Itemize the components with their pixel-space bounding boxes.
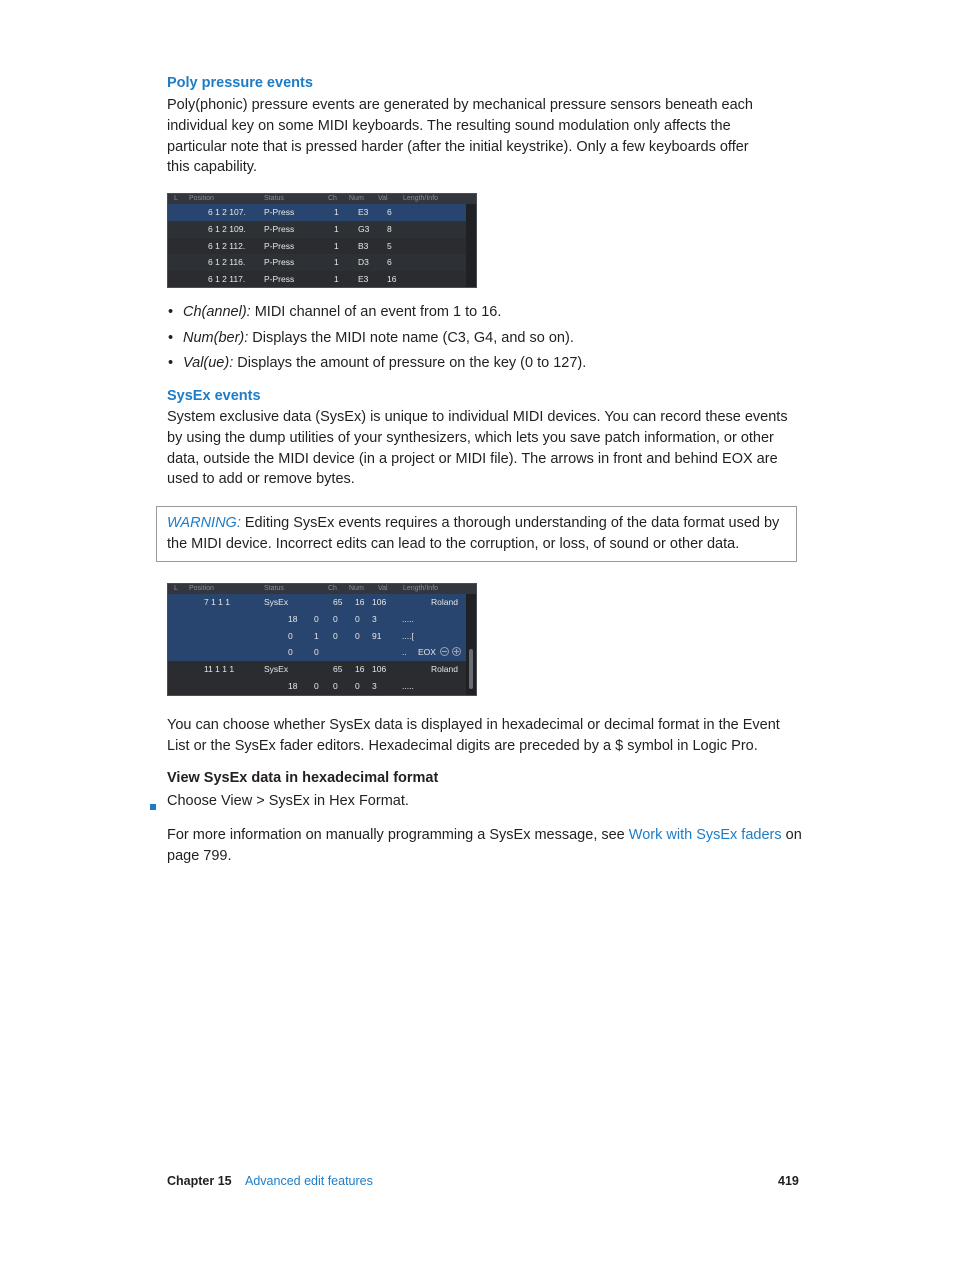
event-number: B3 <box>358 240 369 251</box>
event-row[interactable] <box>168 204 466 221</box>
col-l: L <box>174 195 178 202</box>
col-status: Status <box>264 195 284 202</box>
poly-paragraph <box>167 95 807 178</box>
data-byte: 0 <box>288 630 293 641</box>
sysex-row[interactable] <box>168 678 466 695</box>
warning-line-1 <box>167 513 779 534</box>
event-info: .. <box>402 647 407 658</box>
section-heading-poly: Poly pressure events <box>167 75 313 91</box>
event-status: P-Press <box>264 274 295 285</box>
event-row[interactable] <box>168 271 466 288</box>
col-val: Val <box>378 195 388 202</box>
warning-label: WARNING: <box>167 515 241 531</box>
event-info: ....[ <box>402 630 414 641</box>
event-row[interactable] <box>168 254 466 271</box>
data-byte: 3 <box>372 681 377 691</box>
scrollbar-thumb[interactable] <box>469 649 473 689</box>
event-position: 11 1 1 1 <box>204 664 235 675</box>
event-channel: 1 <box>334 223 339 234</box>
hex-paragraph <box>167 715 807 757</box>
poly-line: this capability. <box>167 159 257 176</box>
event-status: P-Press <box>264 223 295 234</box>
bullet-dot: • <box>168 355 174 371</box>
data-byte: 18 <box>288 613 298 624</box>
event-row[interactable] <box>168 221 466 238</box>
col-ch: Ch <box>328 195 337 202</box>
data-byte: 16 <box>355 664 365 675</box>
event-number: D3 <box>358 257 369 268</box>
remove-byte-icon[interactable] <box>440 647 449 658</box>
event-value: 6 <box>387 257 392 268</box>
event-status: SysEx <box>264 664 289 675</box>
scrollbar[interactable] <box>466 594 476 695</box>
sysex-faders-link[interactable]: Work with SysEx faders <box>628 827 782 843</box>
bullet-term: Num(ber): <box>183 330 249 346</box>
data-byte: 0 <box>355 681 360 691</box>
event-number: G3 <box>358 223 370 234</box>
event-channel: 1 <box>334 240 339 251</box>
more-post: on <box>781 827 802 843</box>
col-ch: Ch <box>328 585 337 592</box>
data-byte: 0 <box>314 647 319 658</box>
poly-line: individual key on some MIDI keyboards. The resulting sound modulation only affects the <box>167 117 731 134</box>
more-line-2: page 799. <box>167 847 232 864</box>
bullet-term: Val(ue): <box>183 355 234 371</box>
sysex-line: System exclusive data (SysEx) is unique to individual MIDI devices. You can record these events <box>167 409 788 425</box>
event-info: Roland <box>431 597 458 607</box>
event-position: 6 1 2 116. <box>208 257 246 268</box>
event-row[interactable] <box>168 238 466 255</box>
poly-line: particular note that is pressed harder (after the initial keystrike). Only a few keyboards offer <box>167 138 749 155</box>
sysex-line: data, outside the MIDI device (in a project or MIDI file). The arrows in front and behind EOX are <box>167 450 778 467</box>
event-number: E3 <box>358 207 369 217</box>
data-byte: 1 <box>314 630 319 641</box>
event-status: SysEx <box>264 597 289 607</box>
col-val: Val <box>378 585 388 592</box>
event-status: P-Press <box>264 207 295 217</box>
bullet-dot: • <box>168 304 174 320</box>
col-status: Status <box>264 585 284 592</box>
event-info: ..... <box>402 681 414 691</box>
event-channel: 1 <box>334 207 339 217</box>
event-position: 6 1 2 112. <box>208 240 246 251</box>
event-status: P-Press <box>264 240 295 251</box>
data-byte: 106 <box>372 597 387 607</box>
sysex-row[interactable] <box>168 628 466 645</box>
event-number: E3 <box>358 274 369 285</box>
footer-chapter: Chapter 15 <box>167 1174 232 1188</box>
section-heading-sysex: SysEx events <box>167 388 261 404</box>
event-position: 6 1 2 107. <box>208 207 246 217</box>
col-length: Length/Info <box>403 585 439 592</box>
data-byte: 0 <box>314 681 319 691</box>
event-position: 6 1 2 117. <box>208 274 246 285</box>
col-position: Position <box>189 585 214 592</box>
data-byte: 0 <box>355 630 360 641</box>
bullet-text: Displays the amount of pressure on the key (0 to 127). <box>233 355 587 371</box>
bullet-text: MIDI channel of an event from 1 to 16. <box>250 304 502 320</box>
footer-chapter-link[interactable]: Advanced edit features <box>245 1174 373 1188</box>
warning-line-2: the MIDI device. Incorrect edits can lead to the corruption, or loss, of sound or other data. <box>167 536 740 552</box>
sysex-row[interactable] <box>168 611 466 628</box>
data-byte: 0 <box>314 613 319 624</box>
sysex-row[interactable] <box>168 594 466 611</box>
col-length: Length/Info <box>403 195 439 202</box>
data-byte: 0 <box>355 613 360 624</box>
event-list-header <box>168 194 476 204</box>
bullet-term: Ch(annel): <box>183 304 251 320</box>
add-byte-icon[interactable] <box>452 647 461 658</box>
data-byte: 0 <box>288 647 293 658</box>
more-pre: For more information on manually programming a SysEx message, see <box>167 827 629 843</box>
event-channel: 1 <box>334 257 339 268</box>
sysex-paragraph <box>167 407 807 490</box>
col-position: Position <box>189 195 214 202</box>
event-info: ..... <box>402 613 414 624</box>
poly-event-list <box>167 193 477 288</box>
data-byte: 0 <box>333 681 338 691</box>
page-number: 419 <box>778 1174 799 1188</box>
sysex-line: used to add or remove bytes. <box>167 471 355 488</box>
event-value: 8 <box>387 223 392 234</box>
task-title: View SysEx data in hexadecimal format <box>167 770 439 786</box>
eox-label: EOX <box>418 647 436 658</box>
more-info <box>167 825 807 867</box>
data-byte: 91 <box>372 630 382 641</box>
col-num: Num <box>349 195 364 202</box>
sysex-line: by using the dump utilities of your synthesizers, which lets you save patch information, or other <box>167 429 774 446</box>
warning-box <box>156 506 797 562</box>
scrollbar[interactable] <box>466 204 476 287</box>
task-step: Choose View > SysEx in Hex Format. <box>167 793 409 809</box>
poly-line: Poly(phonic) pressure events are generated by mechanical pressure sensors beneath each <box>167 97 753 113</box>
bullet-dot: • <box>168 330 174 346</box>
data-byte: 106 <box>372 664 387 675</box>
hex-line: You can choose whether SysEx data is displayed in hexadecimal or decimal format in the Event <box>167 717 780 733</box>
more-line-1 <box>167 825 807 846</box>
event-list-header <box>168 584 476 594</box>
sysex-row[interactable] <box>168 661 466 678</box>
hex-line: List or the SysEx fader editors. Hexadecimal digits are preceded by a $ symbol in Logic Pro. <box>167 737 758 754</box>
data-byte: 18 <box>288 681 298 691</box>
event-status: P-Press <box>264 257 295 268</box>
warning-text: Editing SysEx events requires a thorough understanding of the data format used by <box>240 515 780 531</box>
data-byte: 16 <box>355 597 365 607</box>
step-square-icon <box>150 797 156 815</box>
event-position: 6 1 2 109. <box>208 223 246 234</box>
data-byte: 3 <box>372 613 377 624</box>
col-l: L <box>174 585 178 592</box>
event-value: 6 <box>387 207 392 217</box>
data-byte: 65 <box>333 597 343 607</box>
event-channel: 1 <box>334 274 339 285</box>
data-byte: 65 <box>333 664 343 675</box>
sysex-event-list <box>167 583 477 696</box>
event-info: Roland <box>431 664 458 675</box>
sysex-row[interactable] <box>168 644 466 661</box>
event-value: 16 <box>387 274 397 285</box>
event-position: 7 1 1 1 <box>204 597 230 607</box>
data-byte: 0 <box>333 630 338 641</box>
bullet-text: Displays the MIDI note name (C3, G4, and so on). <box>248 330 574 346</box>
data-byte: 0 <box>333 613 338 624</box>
event-value: 5 <box>387 240 392 251</box>
col-num: Num <box>349 585 364 592</box>
